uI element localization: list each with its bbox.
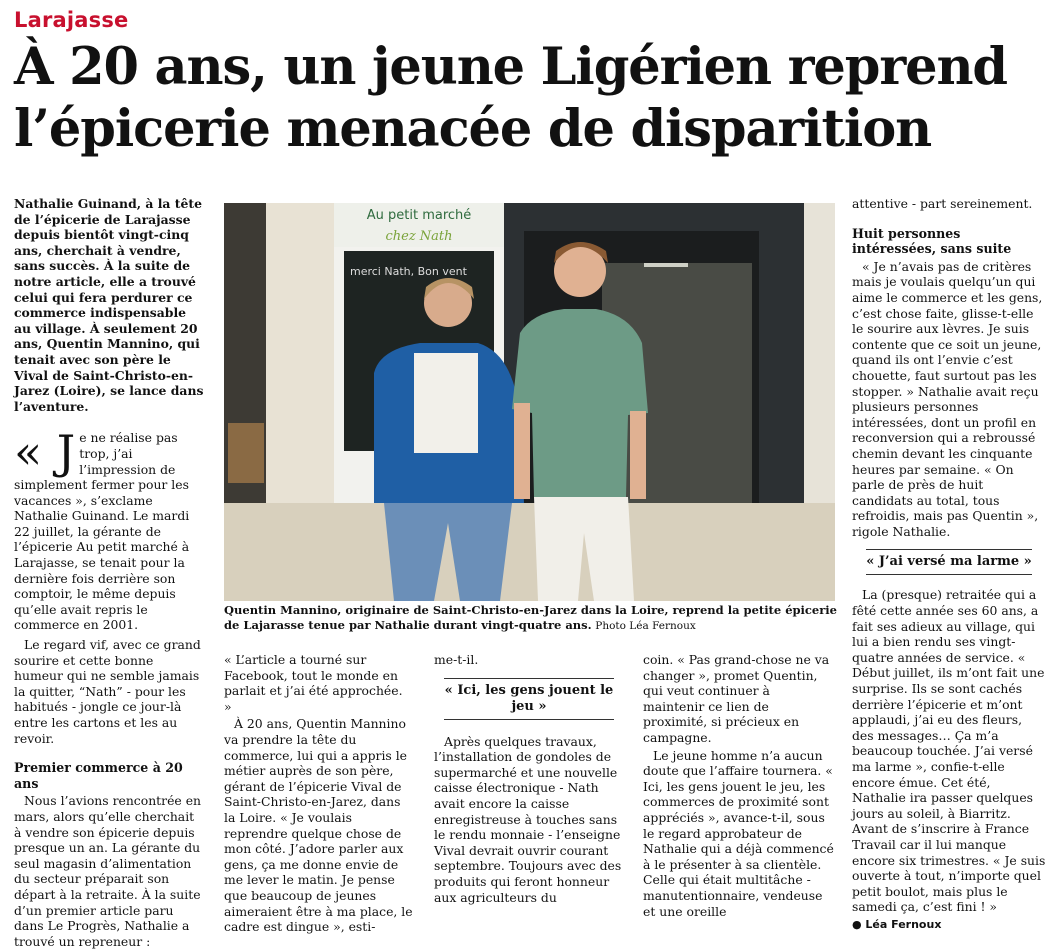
body-paragraph: coin. « Pas grand-chose ne va changer », promet Quentin, qui veut continuer à maintenir ce lien de proximité, si précieux en campagne.	[643, 652, 830, 745]
body-paragraph: « Je n’avais pas de critères mais je voulais quelqu’un qui aime le commerce et les gens, c’est chose faite, glisse-t-elle le sourire aux lèvres. Je suis contente que ce soit un jeune, quand ils ont l’envie c’est chouette, faut surtout pas les stopper. » Nathalie avait reçu plusieurs personnes intéressées, dont un profil en reconversion qui a rebroussé chemin devant les cinquante heures par semaine. « On parle de près de huit candidats au total, tous refroidis, mais pas Quentin », rigole Nathalie.	[852, 258, 1043, 539]
column-3	[434, 652, 624, 907]
photo-credit: Photo Léa Fernoux	[595, 620, 696, 632]
storefront-photo	[224, 203, 835, 601]
body-paragraph: Le jeune homme n’a aucun doute que l’affaire tournera. « Ici, les gens jouent le jeu, les commerces de proximité sont appréciés », avance-t-il, sous le regard approbateur de Nathalie qui a déjà commencé à le présenter à sa clientèle. Celle qui était multitâche - manutentionnaire, vendeuse et une oreille	[643, 747, 834, 919]
body-paragraph: À 20 ans, Quentin Mannino va prendre la tête du commerce, lui qui a appris le métier auprès de son père, gérant de l’épicerie Vival de Saint-Christo-en-Jarez, dans la Loire. « Je voulais reprendre quelque chose de mon côté. J’adore parler aux gens, ça me donne envie de me lever le matin. Je pense que beaucoup de jeunes aimeraient être à ma place, le cadre est dingue », esti-	[224, 716, 413, 935]
article-kicker: Larajasse	[14, 8, 129, 32]
shop-sign-line-1: Au petit marché	[366, 208, 472, 223]
body-paragraph: me-t-il.	[434, 652, 479, 667]
section-subhead: Huit personnes intéressées, sans suite	[852, 225, 1012, 257]
headline-line-1: À 20 ans, un jeune Ligérien reprend	[14, 37, 1007, 97]
body-paragraph: e ne réalise pas trop, j’ai l’impression de simplement fermer pour les vacances », s’exclame Nathalie Guinand. Le mardi 22 juillet, la gérante de l’épicerie Au petit marché à Larajasse, se tenait pour la dernière fois derrière son comptoir, le même depuis qu’elle avait repris le commerce en 2001.	[14, 430, 190, 633]
article-lead: Nathalie Guinand, à la tête de l’épicerie de Larajasse depuis bientôt vingt-cinq ans, cherchait à vendre, sans succès. À la suite de notre article, elle a trouvé celui qui fera perdurer ce commerce indispensable au village. À seulement 20 ans, Quentin Mannino, qui tenait avec son père le Vival de Saint-Christo-en-Jarez (Loire), se lance dans l’aventure.	[14, 196, 204, 414]
section-subhead: Premier commerce à 20 ans	[14, 760, 183, 791]
article-headline	[14, 36, 1054, 160]
headline-line-2: l’épicerie menacée de disparition	[14, 99, 932, 159]
body-paragraph: « L’article a tourné sur Facebook, tout le monde en parlait et j’ai été approchée. »	[224, 652, 403, 714]
column-4	[643, 652, 835, 921]
pull-quote: « J’ai versé ma larme »	[866, 549, 1032, 575]
photo-caption	[224, 603, 839, 634]
caption-text: Quentin Mannino, originaire de Saint-Christo-en-Jarez dans la Loire, reprend la petite épicerie de Lajarasse tenue par Nathalie durant vingt-quatre ans.	[224, 603, 837, 632]
shop-sign-line-2: chez Nath	[385, 229, 453, 244]
body-paragraph: Après quelques travaux, l’installation de gondoles de supermarché et une nouvelle caisse électronique - Nath avait encore la caisse enregistreuse à touches sans le rendu monnaie - l’enseigne Vival devrait ouvrir courant septembre. Toujours avec des produits qui feront honneur aux agriculteurs du	[434, 733, 622, 905]
column-2	[224, 652, 414, 937]
body-paragraph: La (presque) retraitée qui a fêté cette année ses 60 ans, a fait ses adieux au village, qui lui a bien rendu ses vingt-quatre années de service. « Début juillet, ils m’ont fait une surprise. Ils se sont cachés derrière l’épicerie et m’ont applaudi, j’ai eu des fleurs, des messages… Ça m’a beaucoup touchée. J’ai versé ma larme », confie-t-elle encore émue. Cet été, Nathalie ira passer quelques jours au soleil, à Biarritz. Avant de s’inscrire à France Travail car il lui manque encore six trimestres. « Je suis ouverte à tout, n’importe quel petit boulot, mais plus le samedi ça, c’est fini ! »	[852, 587, 1046, 915]
board-text: merci Nath, Bon vent	[350, 265, 467, 278]
article-photo	[224, 203, 835, 601]
author-signature: ● Léa Fernoux	[852, 917, 942, 931]
column-1	[14, 196, 204, 951]
dropcap: « J	[14, 425, 76, 480]
column-5	[852, 196, 1046, 933]
body-paragraph: Nous l’avions rencontrée en mars, alors qu’elle cherchait à vendre son épicerie depuis presque un an. La gérante du seul magasin d’alimentation du secteur préparait son départ à la retraite. À la suite d’un premier article paru dans Le Progrès, Nathalie a trouvé un repreneur :	[14, 793, 202, 949]
body-paragraph: Le regard vif, avec ce grand sourire et cette bonne humeur qui ne semble jamais la quitter, “Nath” - pour les habitués - jongle ce jour-là entre les cartons et les au revoir.	[14, 637, 201, 746]
body-paragraph: attentive - part sereinement.	[852, 196, 1033, 211]
pull-quote: « Ici, les gens jouent le jeu »	[444, 678, 614, 720]
dropcap-paragraph	[14, 425, 204, 633]
